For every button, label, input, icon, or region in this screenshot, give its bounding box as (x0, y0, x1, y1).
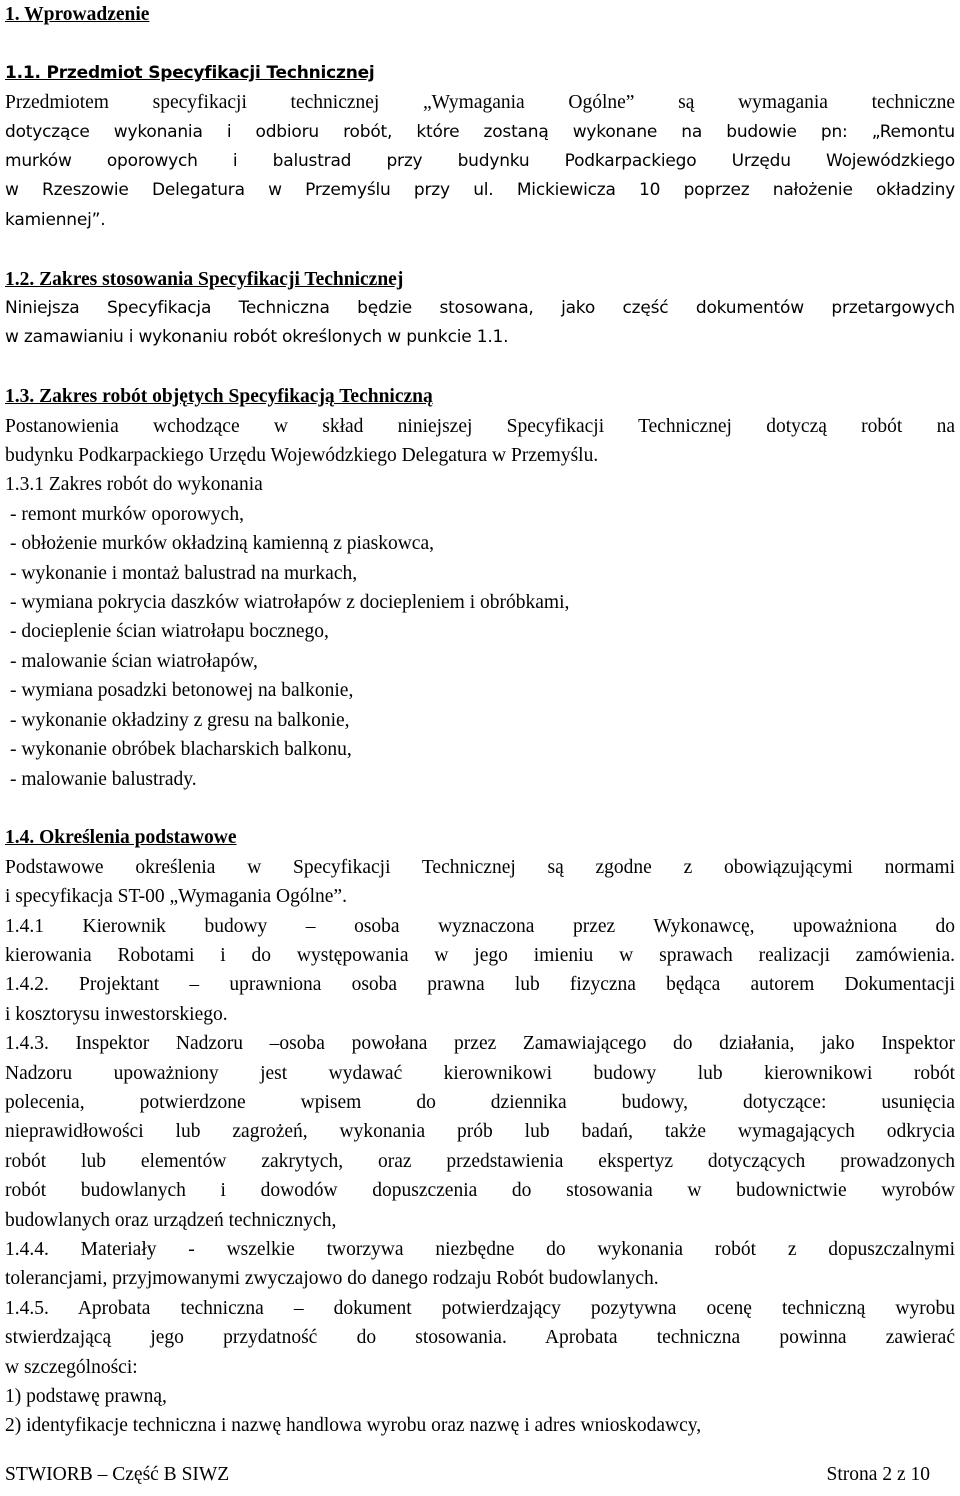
list-item: - docieplenie ścian wiatrołapu bocznego, (10, 621, 329, 643)
footer-left-text: STWIORB – Część B SIWZ (5, 1464, 230, 1485)
paragraph-line: Niniejsza Specyfikacja Techniczna będzie stosowana, jako część dokumentów przetargowych (5, 298, 955, 319)
paragraph-line: robót budowlanych i dowodów dopuszczenia do stosowania w budownictwie wyrobów (5, 1180, 955, 1202)
paragraph-line: 1.4.2. Projektant – uprawniona osoba prawna lub fizyczna będąca autorem Dokumentacji (5, 974, 955, 996)
list-item: - wykonanie okładziny z gresu na balkonie, (10, 709, 350, 731)
list-item: - obłożenie murków okładziną kamienną z piaskowca, (10, 533, 434, 555)
section-heading-1-1: 1.1. Przedmiot Specyfikacji Technicznej (5, 62, 375, 83)
paragraph-line: kamiennej”. (5, 209, 106, 230)
paragraph-line: w Rzeszowie Delegatura w Przemyślu przy ul. Mickiewicza 10 poprzez nałożenie okładziny (5, 180, 955, 201)
document-page (5, 0, 955, 1496)
section-heading-1-2: 1.2. Zakres stosowania Specyfikacji Technicznej (5, 268, 404, 290)
paragraph-line: Podstawowe określenia w Specyfikacji Technicznej są zgodne z obowiązującymi normami (5, 856, 955, 878)
paragraph-line: i kosztorysu inwestorskiego. (5, 1003, 228, 1025)
paragraph-line: Nadzoru upoważniony jest wydawać kierownikowi budowy lub kierownikowi robót (5, 1062, 955, 1084)
paragraph-line: Postanowienia wchodzące w skład niniejszej Specyfikacji Technicznej dotyczą robót na (5, 415, 955, 437)
paragraph-line: 1) podstawę prawną, (5, 1386, 167, 1408)
paragraph-line: tolerancjami, przyjmowanymi zwyczajowo do danego rodzaju Robót budowlanych. (5, 1268, 659, 1290)
paragraph-line: nieprawidłowości lub zagrożeń, wykonania prób lub badań, także wymagających odkrycia (5, 1121, 955, 1143)
subsection-heading-1-3-1: 1.3.1 Zakres robót do wykonania (5, 474, 263, 496)
list-item: - wykonanie i montaż balustrad na murkach, (10, 562, 358, 584)
list-item: - wykonanie obróbek blacharskich balkonu, (10, 739, 352, 761)
section-heading-1-4: 1.4. Określenia podstawowe (5, 827, 237, 849)
list-item: - wymiana posadzki betonowej na balkonie, (10, 680, 354, 702)
page-number: Strona 2 z 10 (826, 1464, 930, 1485)
paragraph-line: stwierdzającą jego przydatność do stosowania. Aprobata techniczna powinna zawierać (5, 1327, 955, 1349)
paragraph-line: polecenia, potwierdzone wpisem do dziennika budowy, dotyczące: usunięcia (5, 1091, 955, 1113)
section-heading-1: 1. Wprowadzenie (5, 4, 150, 25)
paragraph-line: budynku Podkarpackiego Urzędu Wojewódzkiego Delegatura w Przemyślu. (5, 445, 599, 467)
paragraph-line: i specyfikacja ST-00 „Wymagania Ogólne”. (5, 886, 347, 908)
paragraph-line: 1.4.5. Aprobata techniczna – dokument potwierdzający pozytywna ocenę techniczną wyrobu (5, 1297, 955, 1319)
paragraph-line: robót lub elementów zakrytych, oraz przedstawienia ekspertyz dotyczących prowadzonych (5, 1150, 955, 1172)
paragraph-line: Przedmiotem specyfikacji technicznej „Wymagania Ogólne” są wymagania techniczne (5, 92, 955, 114)
paragraph-line: dotyczące wykonania i odbioru robót, które zostaną wykonane na budowie pn: „Remontu (5, 121, 955, 142)
paragraph-line: murków oporowych i balustrad przy budynku Podkarpackiego Urzędu Wojewódzkiego (5, 151, 955, 172)
list-item: - malowanie balustrady. (10, 768, 197, 790)
section-heading-1-3: 1.3. Zakres robót objętych Specyfikacją Techniczną (5, 386, 433, 408)
paragraph-line: 1.4.1 Kierownik budowy – osoba wyznaczona przez Wykonawcę, upoważniona do (5, 915, 955, 937)
paragraph-line: 1.4.4. Materiały - wszelkie tworzywa niezbędne do wykonania robót z dopuszczalnymi (5, 1239, 955, 1260)
list-item: - wymiana pokrycia daszków wiatrołapów z dociepleniem i obróbkami, (10, 592, 570, 614)
paragraph-line: w szczególności: (5, 1356, 138, 1378)
paragraph-line: kierowania Robotami i do występowania w jego imieniu w sprawach realizacji zamówienia. (5, 944, 955, 966)
page-footer (5, 1464, 930, 1486)
list-item: - remont murków oporowych, (10, 503, 244, 525)
paragraph-line: w zamawianiu i wykonaniu robót określonych w punkcie 1.1. (5, 327, 509, 348)
paragraph-line: budowlanych oraz urządzeń technicznych, (5, 1209, 337, 1231)
paragraph-line: 2) identyfikacje techniczna i nazwę handlowa wyrobu oraz nazwę i adres wnioskodawcy, (5, 1415, 702, 1437)
paragraph-line: 1.4.3. Inspektor Nadzoru –osoba powołana przez Zamawiającego do działania, jako Inspektor (5, 1033, 955, 1055)
list-item: - malowanie ścian wiatrołapów, (10, 650, 258, 672)
